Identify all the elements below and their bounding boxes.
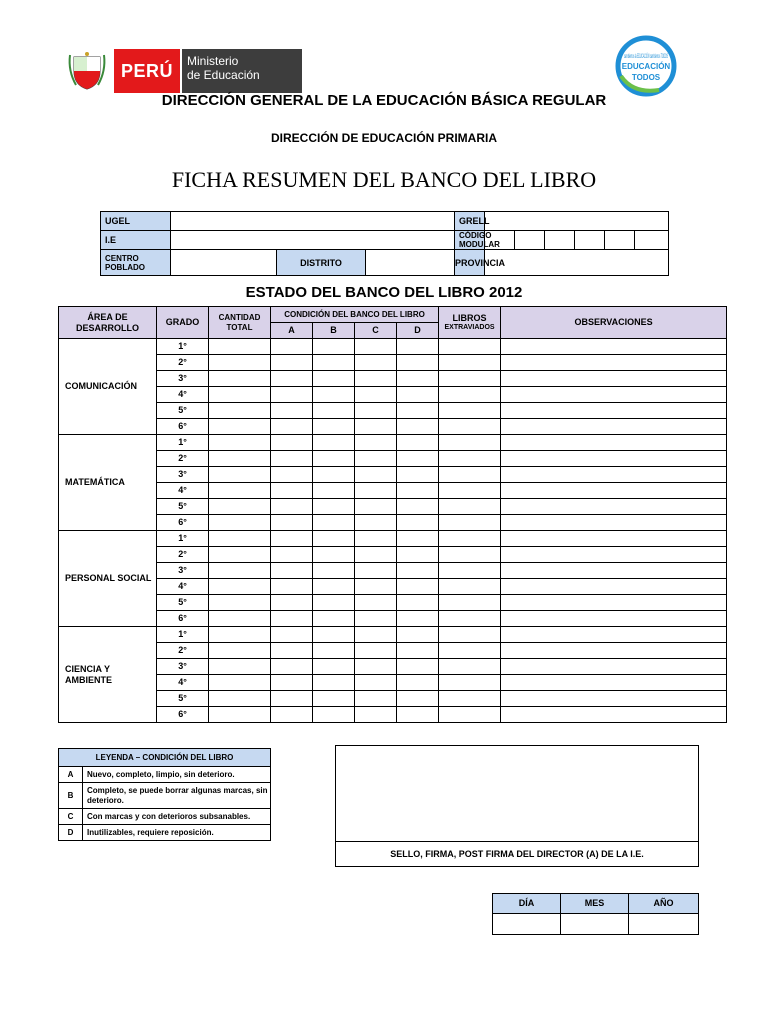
ugel-label: UGEL: [101, 212, 171, 231]
cantidad-cell[interactable]: [209, 659, 271, 675]
cantidad-cell[interactable]: [209, 419, 271, 435]
cond-c-cell[interactable]: [355, 595, 397, 611]
observaciones-header: OBSERVACIONES: [501, 307, 727, 339]
table-row: [59, 403, 727, 419]
estado-table: [58, 306, 727, 723]
cantidad-header: CANTIDAD TOTAL: [209, 307, 271, 339]
cond-a-cell[interactable]: [271, 339, 313, 355]
extraviados-cell[interactable]: [439, 435, 501, 451]
observaciones-cell[interactable]: [501, 483, 727, 499]
cantidad-cell[interactable]: [209, 611, 271, 627]
libros-label: LIBROS: [452, 313, 487, 324]
observaciones-cell[interactable]: [501, 691, 727, 707]
cond-a-cell[interactable]: [271, 643, 313, 659]
table-row: [59, 419, 727, 435]
cond-b-cell[interactable]: [313, 643, 355, 659]
legend-key: B: [59, 783, 83, 809]
extraviados-cell[interactable]: [439, 659, 501, 675]
area-header: ÁREA DE DESARROLLO: [59, 307, 157, 339]
cond-b-cell[interactable]: [313, 675, 355, 691]
mes-header: MES: [561, 894, 629, 914]
cond-d-cell[interactable]: [397, 531, 439, 547]
cond-c-cell[interactable]: [355, 691, 397, 707]
svg-text:EDUCACIÓN: EDUCACIÓN: [621, 62, 671, 71]
date-table: [492, 893, 699, 935]
cond-d-cell[interactable]: [397, 595, 439, 611]
grade-cell: 4°: [157, 675, 209, 691]
extraviados-cell[interactable]: [439, 419, 501, 435]
cond-b-cell[interactable]: [313, 499, 355, 515]
cantidad-cell[interactable]: [209, 691, 271, 707]
observaciones-cell[interactable]: [501, 547, 727, 563]
table-row: [59, 707, 727, 723]
cond-c-cell[interactable]: [355, 419, 397, 435]
cond-a-cell[interactable]: [271, 451, 313, 467]
grade-cell: 1°: [157, 531, 209, 547]
cond-b-cell[interactable]: [313, 531, 355, 547]
table-row: [59, 547, 727, 563]
sello-firma-label: SELLO, FIRMA, POST FIRMA DEL DIRECTOR (A) DE LA I.E.: [336, 841, 698, 866]
cond-c-cell[interactable]: [355, 563, 397, 579]
mes-field[interactable]: [561, 914, 629, 935]
direccion-primaria-title: DIRECCIÓN DE EDUCACIÓN PRIMARIA: [270, 131, 497, 145]
cond-b-cell[interactable]: [313, 339, 355, 355]
info-table: [100, 211, 669, 276]
cond-a-cell[interactable]: [271, 691, 313, 707]
table-row: [59, 643, 727, 659]
cond-c-cell[interactable]: [355, 547, 397, 563]
extraviados-cell[interactable]: [439, 467, 501, 483]
grade-cell: 1°: [157, 339, 209, 355]
grade-cell: 6°: [157, 515, 209, 531]
cantidad-cell[interactable]: [209, 451, 271, 467]
legend-key: D: [59, 825, 83, 841]
observaciones-cell[interactable]: [501, 355, 727, 371]
cantidad-cell[interactable]: [209, 675, 271, 691]
grade-cell: 2°: [157, 643, 209, 659]
cond-d-cell[interactable]: [397, 339, 439, 355]
table-row: [59, 691, 727, 707]
observaciones-cell[interactable]: [501, 371, 727, 387]
cantidad-cell[interactable]: [209, 643, 271, 659]
cond-c-cell[interactable]: [355, 643, 397, 659]
cond-d-cell[interactable]: [397, 707, 439, 723]
cond-a-cell[interactable]: [271, 595, 313, 611]
legend-text: Nuevo, completo, limpio, sin deterioro.: [83, 767, 271, 783]
cantidad-cell[interactable]: [209, 579, 271, 595]
extraviados-cell[interactable]: [439, 403, 501, 419]
cond-b-cell[interactable]: [313, 371, 355, 387]
extraviados-cell[interactable]: [439, 531, 501, 547]
cond-b-cell[interactable]: [313, 435, 355, 451]
cond-d-cell[interactable]: [397, 611, 439, 627]
extraviados-cell[interactable]: [439, 675, 501, 691]
extraviados-cell[interactable]: [439, 339, 501, 355]
cond-d-cell[interactable]: [397, 499, 439, 515]
cond-b-cell[interactable]: [313, 515, 355, 531]
cond-b-cell[interactable]: [313, 691, 355, 707]
cond-d-cell[interactable]: [397, 355, 439, 371]
extraviados-cell[interactable]: [439, 611, 501, 627]
cantidad-cell[interactable]: [209, 515, 271, 531]
codigo-modular-label: CÓDIGO MODULAR: [455, 231, 485, 250]
cond-c-cell[interactable]: [355, 515, 397, 531]
cond-c-cell[interactable]: [355, 435, 397, 451]
observaciones-cell[interactable]: [501, 531, 727, 547]
table-row: [59, 515, 727, 531]
extraviados-cell[interactable]: [439, 387, 501, 403]
cond-a-cell[interactable]: [271, 387, 313, 403]
table-row: [59, 595, 727, 611]
cond-b-cell[interactable]: [313, 627, 355, 643]
cond-a-header: A: [271, 323, 313, 339]
grado-header: GRADO: [157, 307, 209, 339]
cantidad-cell[interactable]: [209, 595, 271, 611]
grade-cell: 5°: [157, 595, 209, 611]
distrito-field[interactable]: [366, 250, 455, 276]
cond-b-cell[interactable]: [313, 403, 355, 419]
cond-d-cell[interactable]: [397, 563, 439, 579]
extraviados-cell[interactable]: [439, 499, 501, 515]
cond-a-cell[interactable]: [271, 419, 313, 435]
dia-field[interactable]: [493, 914, 561, 935]
table-row: [59, 563, 727, 579]
area-cell: PERSONAL SOCIAL: [59, 531, 157, 627]
extraviados-cell[interactable]: [439, 515, 501, 531]
cantidad-cell[interactable]: [209, 499, 271, 515]
cond-d-cell[interactable]: [397, 371, 439, 387]
table-row: [59, 467, 727, 483]
cond-b-cell[interactable]: [313, 611, 355, 627]
observaciones-cell[interactable]: [501, 643, 727, 659]
direccion-general-title: DIRECCIÓN GENERAL DE LA EDUCACIÓN BÁSICA REGULAR: [161, 92, 607, 109]
svg-text:TODOS: TODOS: [631, 73, 661, 82]
table-row: [59, 355, 727, 371]
extraviados-cell[interactable]: [439, 627, 501, 643]
cond-d-cell[interactable]: [397, 419, 439, 435]
cantidad-cell[interactable]: [209, 435, 271, 451]
legend-text: Completo, se puede borrar algunas marcas, sin deterioro.: [83, 783, 271, 809]
cond-a-cell[interactable]: [271, 659, 313, 675]
cantidad-cell[interactable]: [209, 531, 271, 547]
grade-cell: 5°: [157, 691, 209, 707]
provincia-label: PROVINCIA: [455, 250, 485, 276]
cantidad-cell[interactable]: [209, 547, 271, 563]
cond-c-cell[interactable]: [355, 579, 397, 595]
centro-poblado-field[interactable]: [171, 250, 277, 276]
provincia-field[interactable]: [485, 250, 669, 276]
observaciones-cell[interactable]: [501, 451, 727, 467]
centro-poblado-label: CENTRO POBLADO: [101, 250, 171, 276]
cond-b-cell[interactable]: [313, 707, 355, 723]
observaciones-cell[interactable]: [501, 435, 727, 451]
cond-a-cell[interactable]: [271, 707, 313, 723]
peru-label: PERÚ: [114, 49, 180, 93]
area-cell: COMUNICACIÓN: [59, 339, 157, 435]
ministerio-line-1: Ministerio: [187, 54, 239, 68]
cond-d-header: D: [397, 323, 439, 339]
dia-header: DÍA: [493, 894, 561, 914]
observaciones-cell[interactable]: [501, 387, 727, 403]
cond-c-cell[interactable]: [355, 467, 397, 483]
grade-cell: 6°: [157, 707, 209, 723]
grade-cell: 2°: [157, 451, 209, 467]
cond-b-cell[interactable]: [313, 467, 355, 483]
cond-b-cell[interactable]: [313, 419, 355, 435]
cond-c-cell[interactable]: [355, 659, 397, 675]
grade-cell: 3°: [157, 659, 209, 675]
codigo-modular-digit[interactable]: [545, 231, 575, 250]
extraviados-cell[interactable]: [439, 579, 501, 595]
cond-a-cell[interactable]: [271, 435, 313, 451]
cond-b-cell[interactable]: [313, 387, 355, 403]
coat-of-arms-icon: [66, 51, 108, 91]
extraviados-cell[interactable]: [439, 547, 501, 563]
observaciones-cell[interactable]: [501, 595, 727, 611]
table-row: [59, 387, 727, 403]
ie-label: I.E: [101, 231, 171, 250]
cond-a-cell[interactable]: [271, 611, 313, 627]
cond-c-cell[interactable]: [355, 355, 397, 371]
cantidad-cell[interactable]: [209, 387, 271, 403]
ministerio-line-2: de Educación: [187, 67, 260, 82]
observaciones-cell[interactable]: [501, 579, 727, 595]
table-row: [59, 611, 727, 627]
table-row: [59, 499, 727, 515]
cond-b-cell[interactable]: [313, 451, 355, 467]
observaciones-cell[interactable]: [501, 659, 727, 675]
observaciones-cell[interactable]: [501, 707, 727, 723]
cond-c-cell[interactable]: [355, 483, 397, 499]
cond-a-cell[interactable]: [271, 403, 313, 419]
extraviados-cell[interactable]: [439, 643, 501, 659]
observaciones-cell[interactable]: [501, 675, 727, 691]
observaciones-cell[interactable]: [501, 611, 727, 627]
cond-c-cell[interactable]: [355, 499, 397, 515]
cond-b-header: B: [313, 323, 355, 339]
cantidad-cell[interactable]: [209, 371, 271, 387]
grade-cell: 3°: [157, 467, 209, 483]
cond-b-cell[interactable]: [313, 659, 355, 675]
grade-cell: 6°: [157, 611, 209, 627]
extraviados-cell[interactable]: [439, 563, 501, 579]
cond-d-cell[interactable]: [397, 435, 439, 451]
cond-c-cell[interactable]: [355, 611, 397, 627]
cantidad-cell[interactable]: [209, 483, 271, 499]
cond-c-cell[interactable]: [355, 339, 397, 355]
cond-d-cell[interactable]: [397, 387, 439, 403]
table-row: [59, 531, 727, 547]
legend-text: Inutilizables, requiere reposición.: [83, 825, 271, 841]
cond-a-cell[interactable]: [271, 579, 313, 595]
extraviados-cell[interactable]: [439, 451, 501, 467]
cantidad-cell[interactable]: [209, 563, 271, 579]
grade-cell: 3°: [157, 563, 209, 579]
grade-cell: 4°: [157, 483, 209, 499]
cond-c-cell[interactable]: [355, 451, 397, 467]
extraviados-cell[interactable]: [439, 595, 501, 611]
table-row: [59, 339, 727, 355]
grade-cell: 4°: [157, 579, 209, 595]
cond-a-cell[interactable]: [271, 547, 313, 563]
observaciones-cell[interactable]: [501, 499, 727, 515]
grade-cell: 6°: [157, 419, 209, 435]
codigo-modular-digit[interactable]: [605, 231, 635, 250]
cond-d-cell[interactable]: [397, 403, 439, 419]
ficha-title: FICHA RESUMEN DEL BANCO DEL LIBRO: [171, 167, 597, 192]
grade-cell: 1°: [157, 627, 209, 643]
anio-field[interactable]: [629, 914, 699, 935]
observaciones-cell[interactable]: [501, 563, 727, 579]
table-row: [59, 483, 727, 499]
cond-a-cell[interactable]: [271, 531, 313, 547]
condicion-header: CONDICIÓN DEL BANCO DEL LIBRO: [271, 307, 439, 323]
anio-header: AÑO: [629, 894, 699, 914]
extraviados-cell[interactable]: [439, 355, 501, 371]
observaciones-cell[interactable]: [501, 403, 727, 419]
cantidad-cell[interactable]: [209, 467, 271, 483]
grell-field[interactable]: [485, 212, 669, 231]
cond-c-header: C: [355, 323, 397, 339]
ministerio-logo: [66, 49, 302, 93]
codigo-modular-digit[interactable]: [515, 231, 545, 250]
cond-b-cell[interactable]: [313, 483, 355, 499]
cond-c-cell[interactable]: [355, 675, 397, 691]
observaciones-cell[interactable]: [501, 627, 727, 643]
cond-d-cell[interactable]: [397, 483, 439, 499]
cond-a-cell[interactable]: [271, 563, 313, 579]
codigo-modular-digit[interactable]: [575, 231, 605, 250]
extraviados-cell[interactable]: [439, 691, 501, 707]
legend-key: A: [59, 767, 83, 783]
cond-d-cell[interactable]: [397, 547, 439, 563]
cond-b-cell[interactable]: [313, 547, 355, 563]
cond-d-cell[interactable]: [397, 467, 439, 483]
legend-text: Con marcas y con deterioros subsanables.: [83, 809, 271, 825]
campaign-logo: [613, 36, 765, 96]
extraviados-cell[interactable]: [439, 707, 501, 723]
cond-d-cell[interactable]: [397, 659, 439, 675]
observaciones-cell[interactable]: [501, 515, 727, 531]
cond-a-cell[interactable]: [271, 483, 313, 499]
cond-a-cell[interactable]: [271, 515, 313, 531]
cantidad-cell[interactable]: [209, 707, 271, 723]
legend-table: [58, 748, 271, 841]
observaciones-cell[interactable]: [501, 467, 727, 483]
cond-d-cell[interactable]: [397, 515, 439, 531]
campaign-logo-text: cambiemos la EDUCACIÓN cambiemos TODOS: [624, 53, 765, 60]
table-row: [59, 659, 727, 675]
table-row: [59, 371, 727, 387]
cond-a-cell[interactable]: [271, 627, 313, 643]
cond-c-cell[interactable]: [355, 403, 397, 419]
cond-d-cell[interactable]: [397, 579, 439, 595]
grade-cell: 4°: [157, 387, 209, 403]
cond-d-cell[interactable]: [397, 451, 439, 467]
cond-c-cell[interactable]: [355, 707, 397, 723]
grade-cell: 2°: [157, 547, 209, 563]
grade-cell: 2°: [157, 355, 209, 371]
cond-d-cell[interactable]: [397, 643, 439, 659]
cantidad-cell[interactable]: [209, 403, 271, 419]
cantidad-cell[interactable]: [209, 355, 271, 371]
grade-cell: 1°: [157, 435, 209, 451]
extraviados-cell[interactable]: [439, 371, 501, 387]
table-row: [59, 435, 727, 451]
cond-a-cell[interactable]: [271, 371, 313, 387]
cond-a-cell[interactable]: [271, 675, 313, 691]
cond-c-cell[interactable]: [355, 371, 397, 387]
observaciones-cell[interactable]: [501, 339, 727, 355]
cantidad-cell[interactable]: [209, 339, 271, 355]
cond-b-cell[interactable]: [313, 563, 355, 579]
legend-title: LEYENDA – CONDICIÓN DEL LIBRO: [59, 749, 271, 767]
cond-b-cell[interactable]: [313, 595, 355, 611]
extraviados-label: EXTRAVIADOS: [444, 323, 495, 331]
grade-cell: 5°: [157, 499, 209, 515]
cond-d-cell[interactable]: [397, 691, 439, 707]
sello-firma-box[interactable]: [335, 745, 699, 867]
table-row: [59, 627, 727, 643]
grade-cell: 5°: [157, 403, 209, 419]
ministerio-label: [182, 49, 302, 93]
area-cell: MATEMÁTICA: [59, 435, 157, 531]
table-row: [59, 451, 727, 467]
cond-d-cell[interactable]: [397, 627, 439, 643]
cond-b-cell[interactable]: [313, 355, 355, 371]
cond-c-cell[interactable]: [355, 531, 397, 547]
table-row: [59, 675, 727, 691]
legend-key: C: [59, 809, 83, 825]
cond-a-cell[interactable]: [271, 499, 313, 515]
libros-header: [439, 307, 501, 339]
cond-a-cell[interactable]: [271, 467, 313, 483]
ie-field[interactable]: [171, 231, 455, 250]
cond-c-cell[interactable]: [355, 627, 397, 643]
estado-title: ESTADO DEL BANCO DEL LIBRO 2012: [245, 284, 523, 301]
cantidad-cell[interactable]: [209, 627, 271, 643]
area-cell: CIENCIA Y AMBIENTE: [59, 627, 157, 723]
extraviados-cell[interactable]: [439, 483, 501, 499]
cond-d-cell[interactable]: [397, 675, 439, 691]
codigo-modular-digit[interactable]: [635, 231, 669, 250]
cond-c-cell[interactable]: [355, 387, 397, 403]
cond-a-cell[interactable]: [271, 355, 313, 371]
distrito-label: DISTRITO: [277, 250, 366, 276]
ugel-field[interactable]: [171, 212, 455, 231]
table-row: [59, 579, 727, 595]
grell-label: GRELL: [455, 212, 485, 231]
grade-cell: 3°: [157, 371, 209, 387]
observaciones-cell[interactable]: [501, 419, 727, 435]
cond-b-cell[interactable]: [313, 579, 355, 595]
